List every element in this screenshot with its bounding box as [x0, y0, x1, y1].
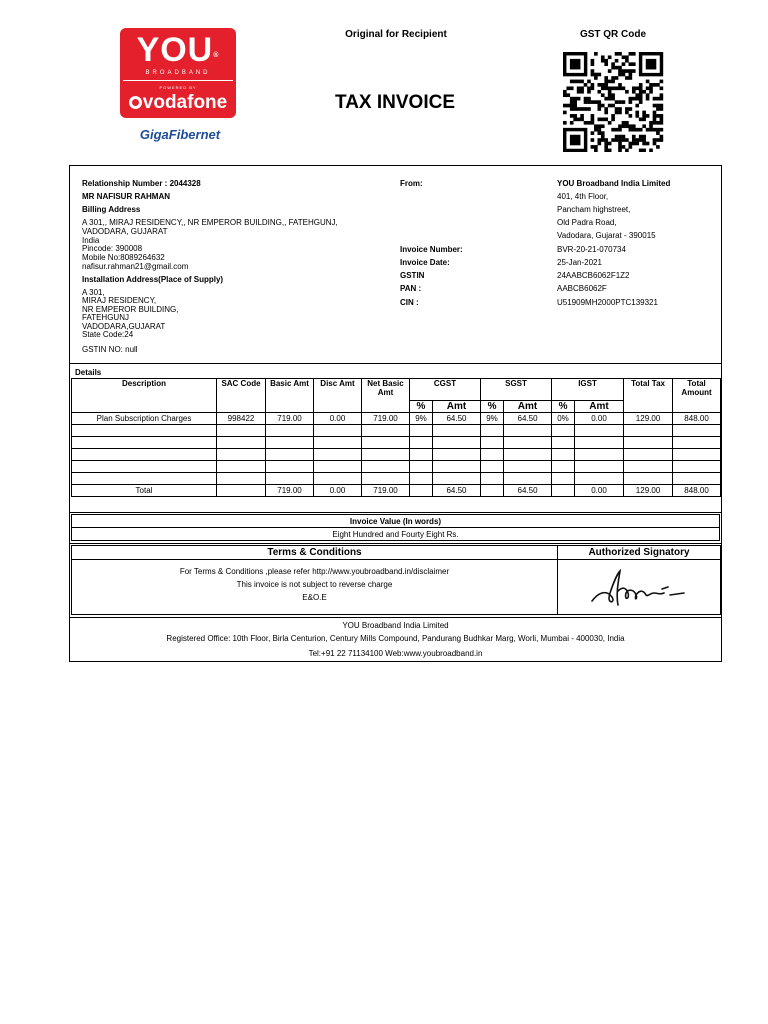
divider [69, 543, 722, 544]
billing-address-label: Billing Address [82, 205, 141, 214]
details-table [71, 378, 721, 497]
billing-line: Pincode: 390008 [82, 244, 143, 253]
signature-cell [558, 560, 721, 615]
invoice-value-label: Invoice Value (In words) [72, 515, 720, 528]
sgst-amt-header: Amt [504, 401, 552, 413]
cin-value: U51909MH2000PTC139321 [557, 298, 658, 307]
igst-amt-header: Amt [575, 401, 624, 413]
col-sac: SAC Code [217, 379, 266, 413]
invoice-date-value: 25-Jan-2021 [557, 258, 602, 267]
invoice-date-label: Invoice Date: [400, 258, 450, 267]
supplier-address-line: Old Padra Road, [557, 218, 617, 227]
install-line: A 301, [82, 288, 105, 297]
invoice-number-value: BVR-20-21-070734 [557, 245, 626, 254]
gstin-value: 24AABCB6062F1Z2 [557, 271, 630, 280]
cell-description: Plan Subscription Charges [72, 413, 217, 425]
empty-row [72, 425, 721, 437]
cgst-pct-header: % [410, 401, 433, 413]
cgst-amt-header: Amt [433, 401, 481, 413]
igst-pct-header: % [552, 401, 575, 413]
invoice-value-words: Eight Hundred and Fourty Eight Rs. [72, 528, 720, 541]
total-amount: 848.00 [673, 485, 721, 497]
col-total-amount: Total Amount [673, 379, 721, 413]
terms-line: This invoice is not subject to reverse charge [236, 580, 393, 589]
supplier-address-line: Vadodara, Gujarat - 390015 [557, 231, 656, 240]
cell-sgst-amt: 64.50 [504, 413, 552, 425]
total-igst-amt: 0.00 [575, 485, 624, 497]
terms-table [71, 545, 721, 615]
billing-line: VADODARA, GUJARAT [82, 227, 168, 236]
sgst-pct-header: % [481, 401, 504, 413]
divider [69, 363, 722, 364]
empty-row [72, 473, 721, 485]
table-row [72, 413, 721, 425]
billing-line: nafisur.rahman21@gmail.com [82, 262, 189, 271]
col-total-tax: Total Tax [624, 379, 673, 413]
col-igst: IGST [552, 379, 624, 401]
gst-qr-code [560, 52, 666, 152]
billing-line: Mobile No:8089264632 [82, 253, 165, 262]
original-for-recipient: Original for Recipient [345, 29, 447, 40]
install-line: State Code:24 [82, 330, 134, 339]
gstin-label: GSTIN [400, 271, 425, 280]
cell-cgst-pct: 9% [410, 413, 433, 425]
page-title: TAX INVOICE [335, 92, 455, 113]
cell-cgst-amt: 64.50 [433, 413, 481, 425]
signatory-header: Authorized Signatory [558, 546, 721, 560]
billing-line: A 301,, MIRAJ RESIDENCY,, NR EMPEROR BUILDING,, FATEHGUNJ, [82, 218, 338, 227]
total-disc: 0.00 [314, 485, 362, 497]
giga-fibernet-logo: GigaFibernet [139, 127, 221, 142]
terms-body [72, 560, 558, 615]
empty-row [72, 449, 721, 461]
divider [69, 512, 722, 513]
terms-line: For Terms & Conditions ,please refer http://www.youbroadband.in/disclaimer [179, 567, 450, 576]
total-tax: 129.00 [624, 485, 673, 497]
cell-sac: 998422 [217, 413, 266, 425]
total-net: 719.00 [362, 485, 410, 497]
relationship-number: Relationship Number : 2044328 [82, 179, 201, 188]
terms-line: E&O.E [302, 593, 327, 602]
col-description: Description [72, 379, 217, 413]
table-header-row [72, 379, 721, 401]
customer-gstin: GSTIN NO: null [82, 345, 138, 354]
total-label: Total [72, 485, 217, 497]
logo-brand: YOU [136, 31, 214, 69]
divider [69, 617, 722, 618]
terms-header: Terms & Conditions [72, 546, 558, 560]
total-row [72, 485, 721, 497]
vodafone-logo: vodafone [120, 92, 236, 114]
qr-label: GST QR Code [579, 29, 647, 40]
invoice-value-table [71, 514, 720, 541]
col-net: Net Basic Amt [362, 379, 410, 413]
empty-row [72, 437, 721, 449]
col-cgst: CGST [410, 379, 481, 401]
install-line: NR EMPEROR BUILDING, [82, 305, 179, 314]
footer-office: Registered Office: 10th Floor, Birla Centurion, Century Mills Compound, Pandurang Budhkar Marg, Worli, Mumbai - 400030, India [166, 634, 625, 643]
cin-label: CIN : [400, 298, 419, 307]
logo-powered: POWERED BY [159, 85, 197, 90]
signature-image [584, 563, 694, 609]
col-basic: Basic Amt [266, 379, 314, 413]
footer-contact: Tel:+91 22 71134100 Web:www.youbroadband.in [308, 649, 483, 658]
cell-total-amount: 848.00 [673, 413, 721, 425]
customer-name: MR NAFISUR RAHMAN [82, 192, 170, 201]
from-label: From: [400, 179, 423, 188]
cell-disc: 0.00 [314, 413, 362, 425]
you-broadband-logo [120, 28, 236, 118]
details-label: Details [75, 368, 102, 377]
cell-basic: 719.00 [266, 413, 314, 425]
col-disc: Disc Amt [314, 379, 362, 413]
invoice-number-label: Invoice Number: [400, 245, 463, 254]
install-line: VADODARA,GUJARAT [82, 322, 166, 331]
supplier-name: YOU Broadband India Limited [557, 179, 671, 188]
install-line: FATEHGUNJ [82, 313, 129, 322]
cell-net: 719.00 [362, 413, 410, 425]
cell-sgst-pct: 9% [481, 413, 504, 425]
supplier-address-line: 401, 4th Floor, [557, 192, 609, 201]
billing-line: India [82, 236, 100, 245]
total-cgst-amt: 64.50 [433, 485, 481, 497]
cell-total-tax: 129.00 [624, 413, 673, 425]
cell-igst-pct: 0% [552, 413, 575, 425]
footer-company: YOU Broadband India Limited [342, 621, 449, 630]
empty-row [72, 461, 721, 473]
pan-label: PAN : [400, 284, 422, 293]
pan-value: AABCB6062F [557, 284, 607, 293]
logo-reg: ® [213, 52, 220, 59]
total-basic: 719.00 [266, 485, 314, 497]
install-line: MIRAJ RESIDENCY, [82, 296, 157, 305]
logo-sub: BROADBAND [145, 70, 211, 76]
installation-address-label: Installation Address(Place of Supply) [82, 275, 224, 284]
supplier-address-line: Pancham highstreet, [557, 205, 631, 214]
vodafone-icon [129, 96, 142, 109]
col-sgst: SGST [481, 379, 552, 401]
cell-igst-amt: 0.00 [575, 413, 624, 425]
total-sgst-amt: 64.50 [504, 485, 552, 497]
